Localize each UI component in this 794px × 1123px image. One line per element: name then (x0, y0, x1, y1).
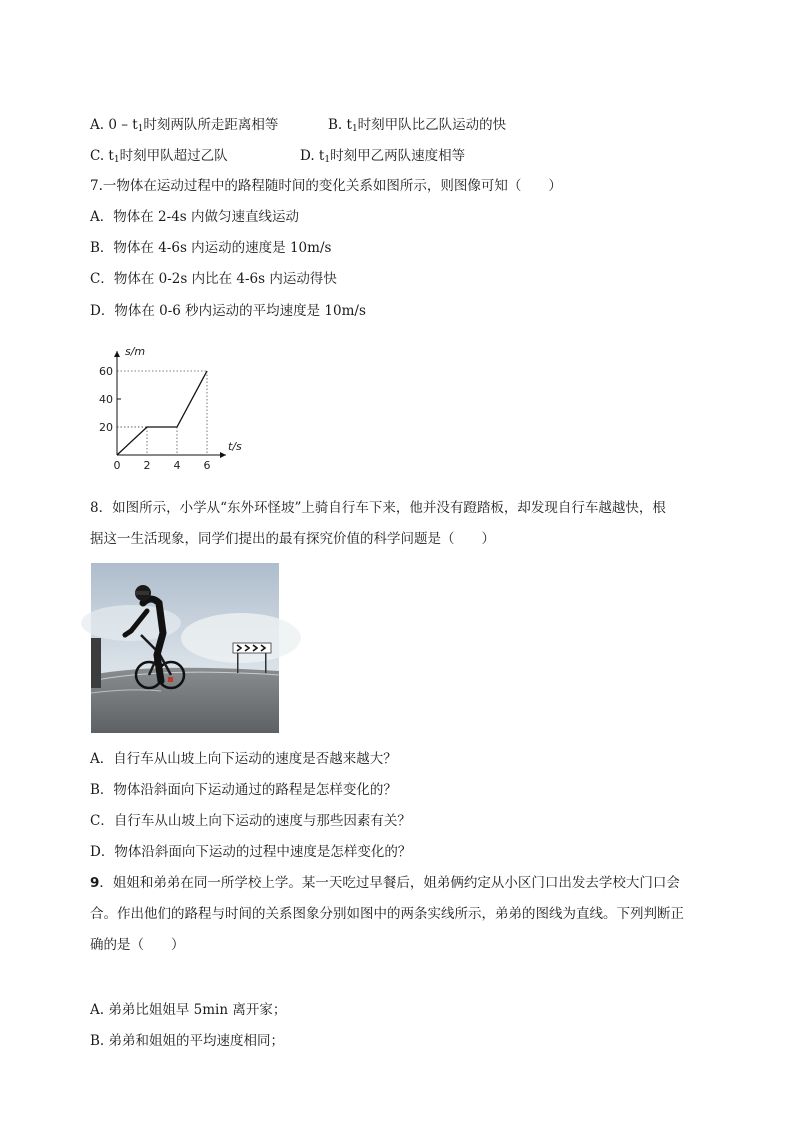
q9-stem-line1 (90, 874, 680, 892)
series-line (117, 371, 207, 455)
x-axis-label: t/s (228, 440, 242, 453)
y-tick-label: 20 (99, 421, 113, 434)
x-tick-label: 2 (143, 459, 151, 472)
q7-option-d: D．物体在 0-6 秒内运动的平均速度是 10m/s (90, 303, 366, 319)
q6-option-c-text: C. t (90, 148, 114, 164)
q8-option-a: A．自行车从山坡上向下运动的速度是否越来越大？ (90, 751, 397, 767)
q8-option-b: B．物体沿斜面向下运动通过的路程是怎样变化的？ (90, 782, 397, 798)
x-tick-label: 6 (203, 459, 211, 472)
q6-option-b-text: B. t (328, 117, 352, 133)
q6-option-c-sub: 1 (113, 155, 120, 165)
chart-series (117, 371, 207, 455)
q6-option-d-text-rest: 时刻甲乙两队速度相等 (330, 148, 466, 164)
q8-option-c: C．自行车从山坡上向下运动的速度与那些因素有关？ (90, 813, 411, 829)
q8-stem-line1: 8．如图所示，小学从“东外环怪坡”上骑自行车下来，他并没有蹬踏板，却发现自行车越越快，根 (90, 500, 666, 516)
q6-option-c (90, 147, 228, 169)
q7-option-c: C．物体在 0-2s 内比在 4-6s 内运动得快 (90, 271, 337, 287)
distance-time-chart (95, 338, 255, 472)
q9-stem-line3: 确的是（ ） (90, 937, 185, 953)
q6-option-a-text: A. 0 – t (90, 117, 138, 133)
q7-option-b: B．物体在 4-6s 内运动的速度是 10m/s (90, 240, 332, 256)
x-axis-arrow (220, 452, 226, 458)
q6-option-b (328, 116, 506, 138)
x-tick-label: 0 (113, 459, 121, 472)
q7-option-a: A．物体在 2-4s 内做匀速直线运动 (90, 209, 299, 225)
q6-option-d (300, 147, 465, 169)
q7-stem: 7.一物体在运动过程中的路程随时间的变化关系如图所示，则图像可知（ ） (90, 178, 562, 194)
q6-option-a-sub: 1 (137, 124, 144, 134)
q6-option-b-text-rest: 时刻甲队比乙队运动的快 (357, 117, 507, 133)
y-axis-label: s/m (125, 345, 146, 358)
y-tick-label: 60 (99, 365, 113, 378)
y-tick-label: 40 (99, 393, 113, 406)
q9-number: 9 (90, 875, 100, 891)
x-tick-label: 4 (173, 459, 181, 472)
q9-stem-line1-text: ．姐姐和弟弟在同一所学校上学。某一天吃过早餐后，姐弟俩约定从小区门口出发去学校大门口会 (99, 875, 680, 891)
q9-option-a: A. 弟弟比姐姐早 5min 离开家； (90, 1002, 287, 1018)
q8-stem-line2: 据这一生活现象，同学们提出的最有探究价值的科学问题是（ ） (90, 531, 495, 547)
q6-option-a (90, 116, 278, 138)
q6-option-a-text-rest: 时刻两队所走距离相等 (143, 117, 279, 133)
cyclist-photo (91, 563, 279, 733)
q8-option-d: D．物体沿斜面向下运动的过程中速度是怎样变化的？ (90, 844, 412, 860)
q6-option-d-text: D. t (300, 148, 325, 164)
q9-stem-line2: 合。作出他们的路程与时间的关系图象分别如图中的两条实线所示，弟弟的图线为直线。下列判断正 (90, 906, 684, 922)
q6-option-c-text-rest: 时刻甲队超过乙队 (119, 148, 228, 164)
chart-ticks (99, 365, 211, 472)
q6-option-d-sub: 1 (324, 155, 331, 165)
y-axis-arrow (114, 351, 120, 357)
q6-option-b-sub: 1 (351, 124, 358, 134)
q9-option-b: B. 弟弟和姐姐的平均速度相同； (90, 1033, 285, 1049)
